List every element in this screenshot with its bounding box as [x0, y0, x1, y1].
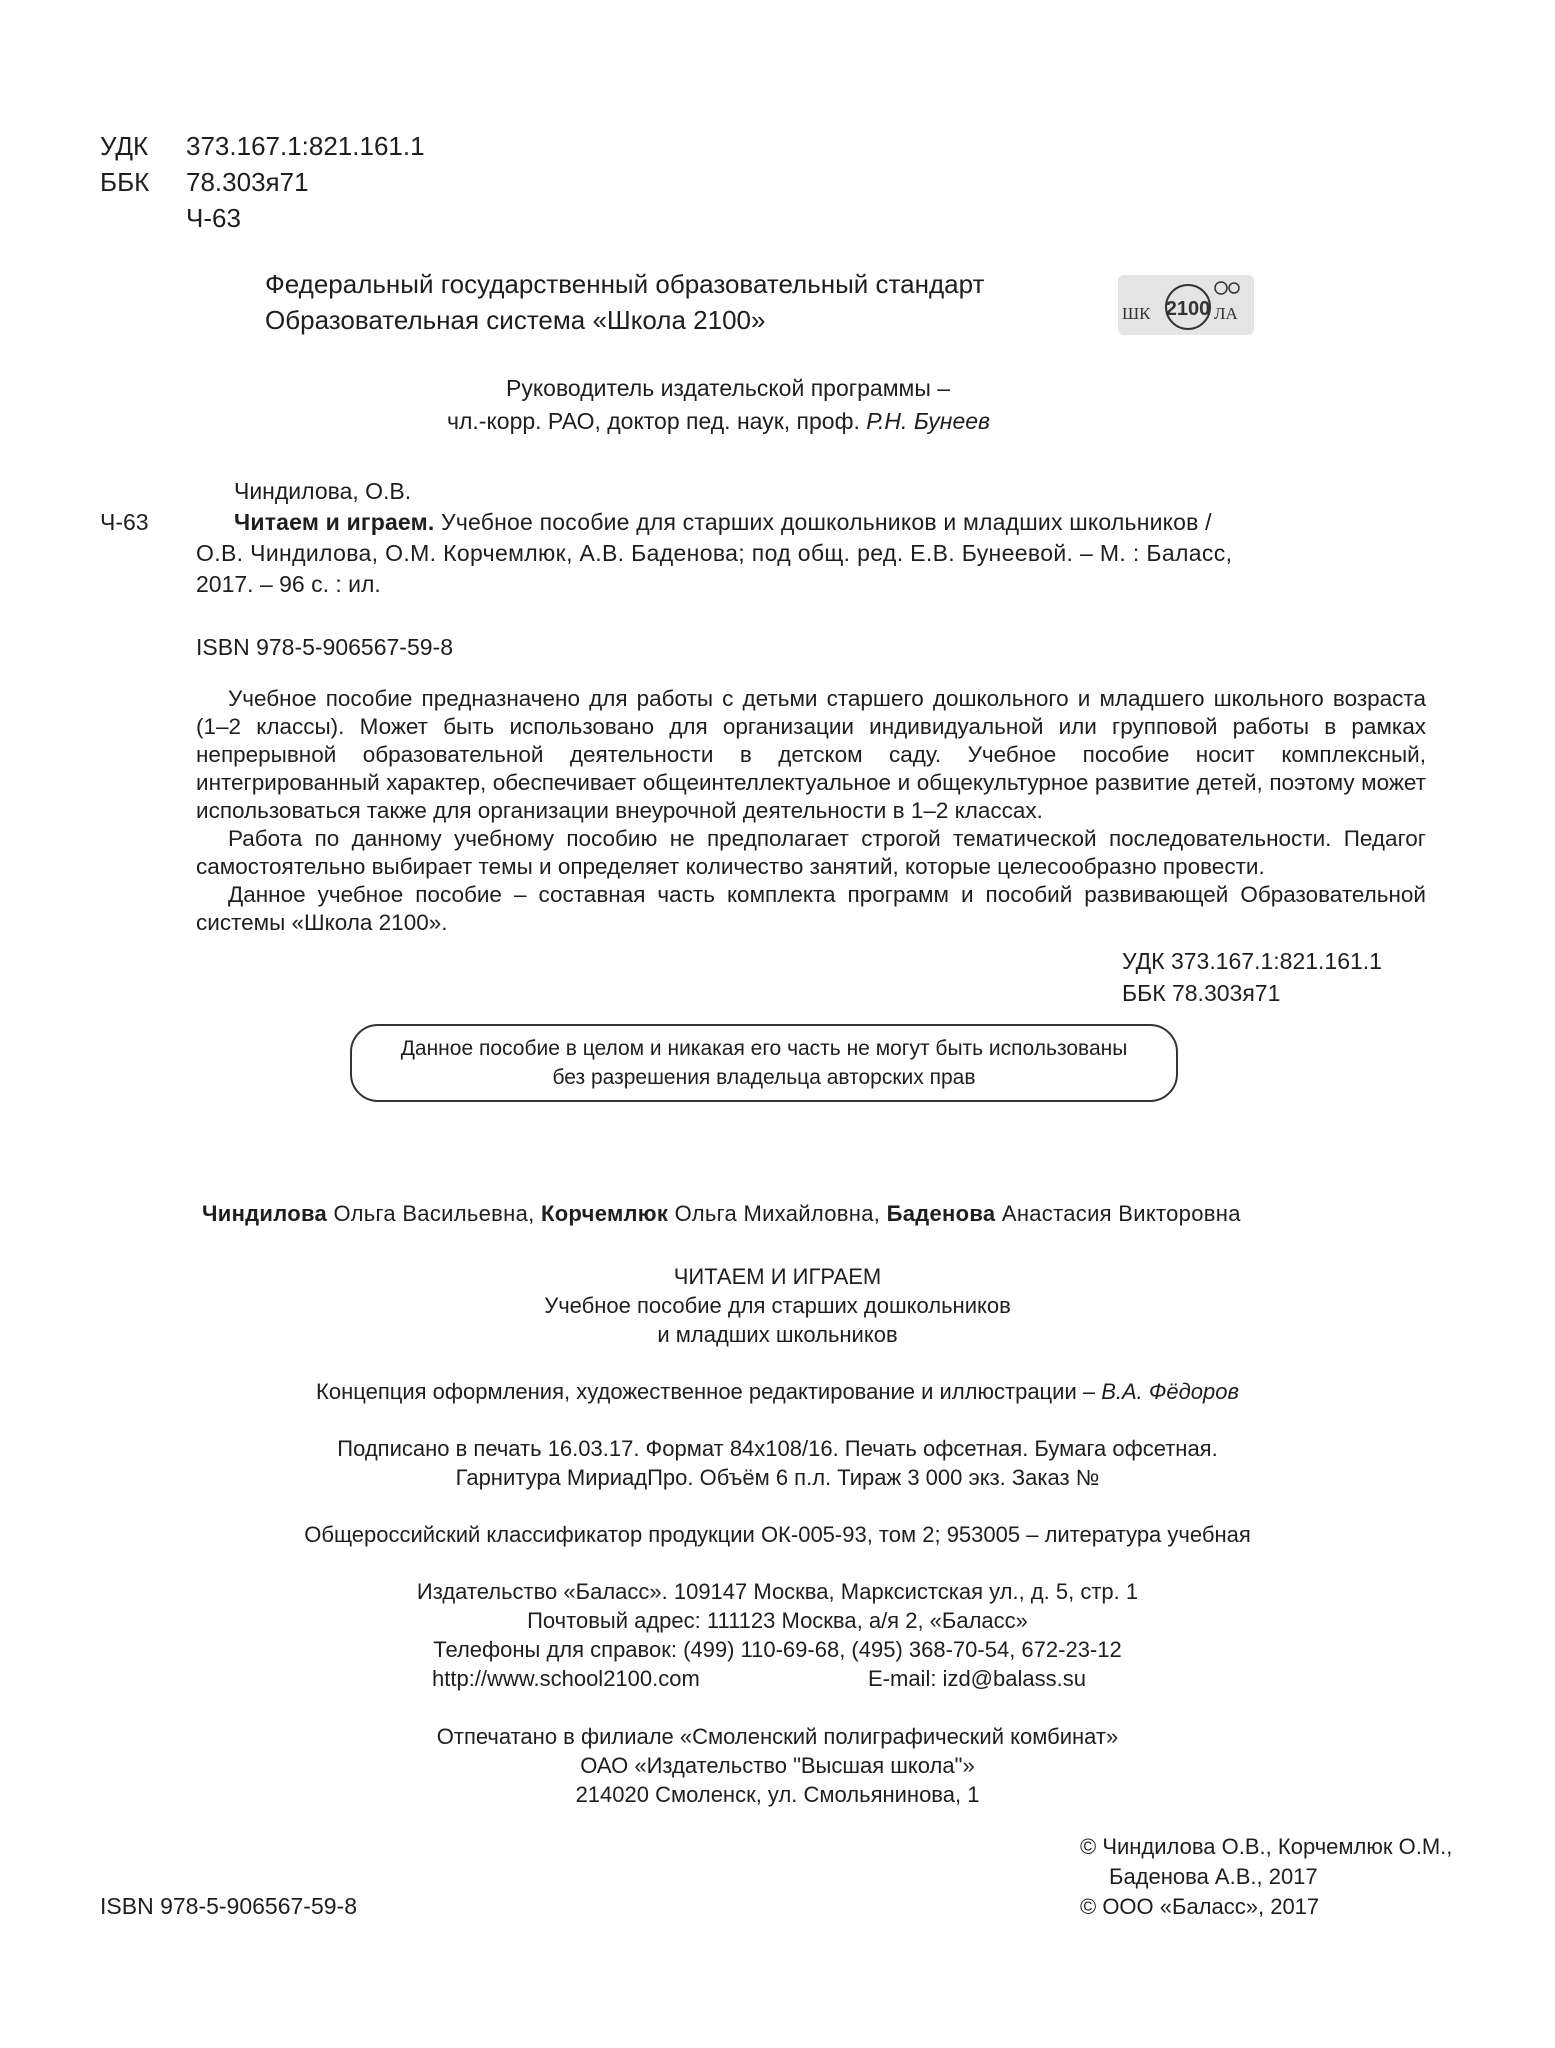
author-3-name: Анастасия Викторовна: [995, 1201, 1241, 1226]
author-3-surname: Баденова: [886, 1201, 996, 1226]
biblio-author: Чиндилова, О.В.: [234, 478, 412, 504]
author-mark: Ч-63: [186, 203, 241, 233]
biblio-description: Учебное пособие для старших дошкольников и младших школьников /: [434, 509, 1212, 535]
print-info-1: Подписано в печать 16.03.17. Формат 84x108/16. Печать офсетная. Бумага офсетная.: [337, 1436, 1218, 1461]
author-1-surname: Чиндилова: [202, 1201, 328, 1226]
school-2100-logo: [1118, 275, 1254, 335]
design-credit-role: Концепция оформления, художественное редактирование и иллюстрации –: [316, 1379, 1102, 1404]
program-head-position: чл.-корр. РАО, доктор пед. наук, проф.: [447, 408, 867, 434]
biblio-title: Читаем и играем.: [234, 509, 435, 535]
copyright-authors-2: Баденова А.В., 2017: [1109, 1864, 1318, 1889]
bbk-value: 78.303я71: [186, 167, 309, 197]
author-1-name: Ольга Васильевна,: [327, 1201, 541, 1226]
biblio-mark: Ч-63: [100, 509, 149, 535]
book-subtitle-1: Учебное пособие для старших дошкольников: [544, 1293, 1011, 1318]
standard-line-2: Образовательная система «Школа 2100»: [265, 305, 766, 335]
program-head-line-1: Руководитель издательской программы –: [506, 375, 951, 401]
copyright-publisher: © ООО «Баласс», 2017: [1080, 1894, 1320, 1919]
standard-line-1: Федеральный государственный образовательный стандарт: [265, 269, 985, 299]
annotation-udk: УДК 373.167.1:821.161.1: [1122, 948, 1382, 974]
authors-line: [202, 1199, 1241, 1228]
notice-line-2: без разрешения владельца авторских прав: [552, 1066, 976, 1089]
publisher-website[interactable]: http://www.school2100.com: [432, 1666, 700, 1691]
biblio-title-line: [234, 507, 1212, 537]
annotation-bbk: ББК 78.303я71: [1122, 980, 1281, 1006]
print-info-2: Гарнитура МириадПро. Объём 6 п.л. Тираж 3 000 экз. Заказ №: [455, 1465, 1100, 1490]
program-head-line-2: [447, 406, 990, 436]
design-credit: [0, 1377, 1555, 1406]
udk-label: УДК: [100, 131, 149, 161]
footer-isbn: ISBN 978-5-906567-59-8: [100, 1893, 357, 1919]
biblio-line-2: О.В. Чиндилова, О.М. Корчемлюк, А.В. Баденова; под общ. ред. Е.В. Бунеевой. – М. : Баласс,: [196, 540, 1233, 566]
annotation: [196, 685, 1426, 937]
copyright-notice-box: [350, 1024, 1178, 1102]
design-credit-name: В.А. Фёдоров: [1101, 1379, 1239, 1404]
publisher-email[interactable]: E-mail: izd@balass.su: [868, 1666, 1086, 1691]
biblio-line-3: 2017. – 96 с. : ил.: [196, 571, 381, 597]
publisher-phones: Телефоны для справок: (499) 110-69-68, (495) 368-70-54, 672-23-12: [433, 1637, 1122, 1662]
author-2-surname: Корчемлюк: [540, 1201, 669, 1226]
book-title: ЧИТАЕМ И ИГРАЕМ: [673, 1264, 882, 1289]
printer-line-2: ОАО «Издательство "Высшая школа"»: [580, 1753, 975, 1778]
printer-line-3: 214020 Смоленск, ул. Смольянинова, 1: [575, 1782, 980, 1807]
logo-right-text: ЛА: [1214, 304, 1238, 323]
logo-emblem-icon: [1118, 275, 1254, 335]
bbk-label: ББК: [100, 167, 150, 197]
publisher-postal: Почтовый адрес: 111123 Москва, а/я 2, «Баласс»: [527, 1608, 1028, 1633]
book-subtitle-2: и младших школьников: [657, 1322, 898, 1347]
author-2-name: Ольга Михайловна,: [668, 1201, 887, 1226]
publisher-address: Издательство «Баласс». 109147 Москва, Марксистская ул., д. 5, стр. 1: [416, 1579, 1139, 1604]
logo-left-text: ШК: [1122, 304, 1151, 323]
annotation-paragraph: Данное учебное пособие – составная часть комплекта программ и пособий развивающей Образовательной системы «Школа 2100».: [196, 882, 1426, 935]
program-head-name: Р.Н. Бунеев: [866, 408, 991, 434]
annotation-paragraph: Учебное пособие предназначено для работы с детьми старшего дошкольного и младшего школьного возраста (1–2 классы). Может быть использовано для организации индивидуальной или групповой работы в рамках непрерывной образовательной деятельности в детском саду. Учебное пособие носит комплексный, интегрированный характер, обеспечивает общеинтеллектуальное и общекультурное развитие детей, поэтому может использоваться также для организации внеурочной деятельности в 1–2 классах.: [196, 686, 1426, 823]
biblio-isbn: ISBN 978-5-906567-59-8: [196, 634, 453, 660]
product-classifier: Общероссийский классификатор продукции ОК-005-93, том 2; 953005 – литература учебная: [304, 1522, 1251, 1547]
annotation-paragraph: Работа по данному учебному пособию не предполагает строгой тематической последовательности. Педагог самостоятельно выбирает темы и определяет количество занятий, которые целесообразно провести.: [196, 826, 1426, 879]
udk-value: 373.167.1:821.161.1: [186, 131, 425, 161]
logo-number: 2100: [1165, 298, 1211, 320]
copyright-authors-1: © Чиндилова О.В., Корчемлюк О.М.,: [1080, 1834, 1453, 1859]
notice-line-1: Данное пособие в целом и никакая его часть не могут быть использованы: [400, 1037, 1128, 1060]
printer-line-1: Отпечатано в филиале «Смоленский полиграфический комбинат»: [436, 1724, 1119, 1749]
